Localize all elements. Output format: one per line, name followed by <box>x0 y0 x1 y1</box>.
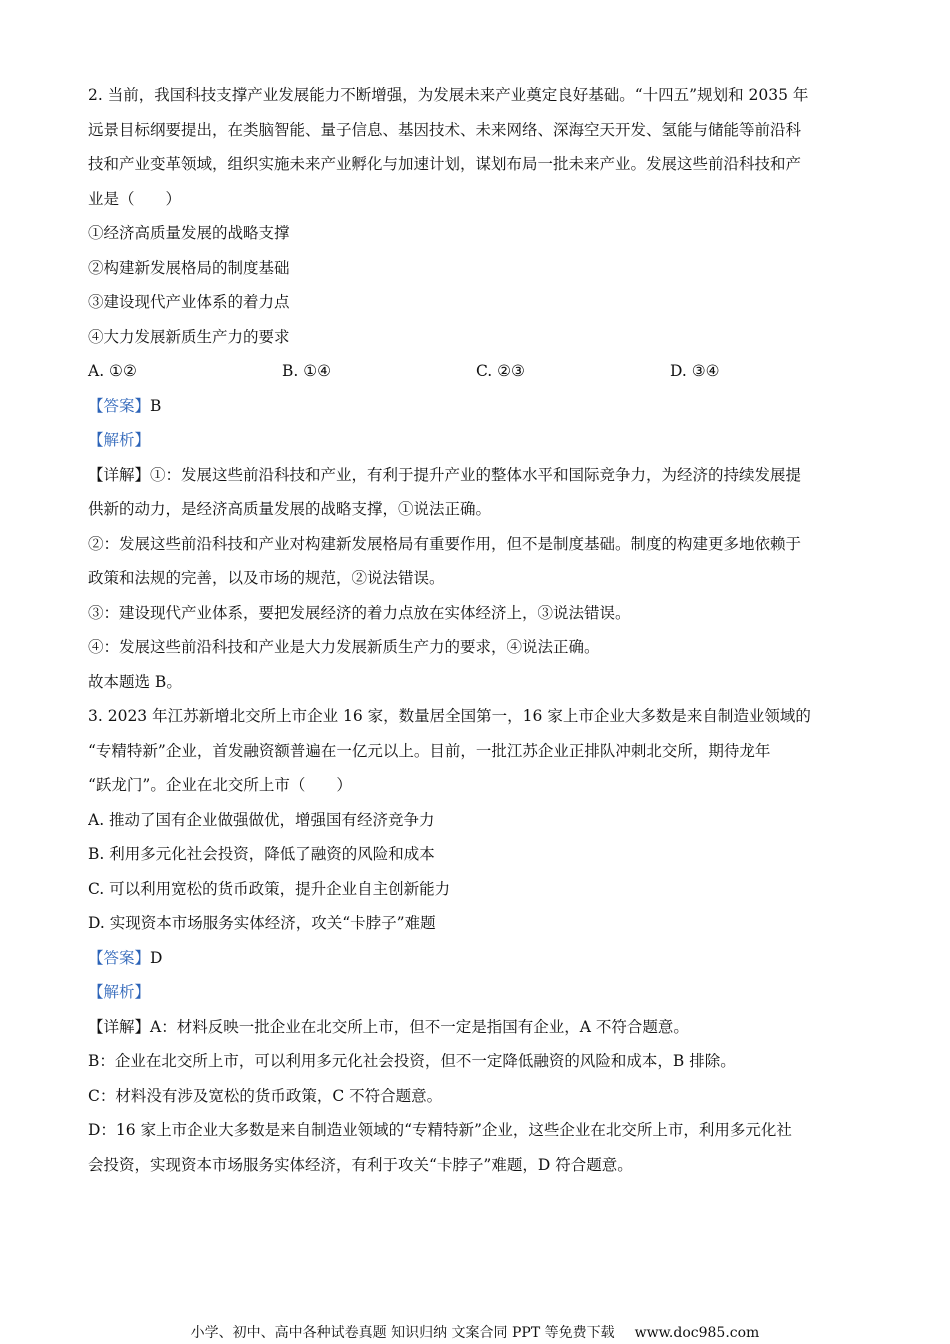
detail-text: 会投资，实现资本市场服务实体经济，有利于攻关“卡脖子”难题，D 符合题意。 <box>88 1155 633 1174</box>
option-b: B. 利用多元化社会投资，降低了融资的风险和成本 <box>88 845 435 863</box>
footer-text: 小学、初中、高中各种试卷真题 知识归纳 文案合同 PPT 等免费下载 <box>190 1325 615 1341</box>
option-d: D. 实现资本市场服务实体经济，攻关“卡脖子”难题 <box>88 914 436 932</box>
question-stem-line: “专精特新”企业，首发融资额普遍在一亿元以上。目前，一批江苏企业正排队冲刺北交所，期待龙年 <box>88 741 771 760</box>
detail-text: A：材料反映一批企业在北交所上市，但不一定是指国有企业，A 不符合题意。 <box>150 1017 689 1036</box>
option-d: D. ③④ <box>670 362 720 380</box>
document-page <box>88 78 868 1182</box>
answer-options <box>88 354 868 389</box>
detail-text: ③：建设现代产业体系，要把发展经济的着力点放在实体经济上，③说法错误。 <box>88 603 631 622</box>
detail-line <box>88 1010 868 1045</box>
analysis-line <box>88 975 868 1010</box>
option-c: C. ②③ <box>476 362 525 380</box>
answer-tag: 【答案】 <box>88 948 151 967</box>
answer-line <box>88 389 868 424</box>
analysis-line <box>88 423 868 458</box>
detail-text: ④：发展这些前沿科技和产业是大力发展新质生产力的要求，④说法正确。 <box>88 638 600 656</box>
detail-text: 供新的动力，是经济高质量发展的战略支撑，①说法正确。 <box>88 500 492 518</box>
option-a: A. 推动了国有企业做强做优，增强国有经济竞争力 <box>88 810 435 829</box>
conclusion-text: 故本题选 B。 <box>88 672 182 691</box>
detail-text: ①：发展这些前沿科技和产业，有利于提升产业的整体水平和国际竞争力，为经济的持续发展提 <box>150 465 802 484</box>
option-b: B. ①④ <box>282 362 332 380</box>
detail-text: 政策和法规的完善，以及市场的规范，②说法错误。 <box>88 569 445 587</box>
question-2 <box>88 78 868 699</box>
question-stem-line: 技和产业变革领域，组织实施未来产业孵化与加速计划，谋划布局一批未来产业。发展这些前沿科技和产 <box>88 155 802 173</box>
question-stem-line: 远景目标纲要提出，在类脑智能、量子信息、基因技术、未来网络、深海空天开发、氢能与储能等前沿科 <box>88 120 802 139</box>
answer-tag: 【答案】 <box>88 396 151 415</box>
question-3 <box>88 699 868 1182</box>
page-footer <box>0 1322 950 1342</box>
question-stem-line: 3. 2023 年江苏新增北交所上市企业 16 家，数量居全国第一，16 家上市企业大多数是来自制造业领域的 <box>88 707 811 725</box>
statement-4: ④大力发展新质生产力的要求 <box>88 327 290 346</box>
analysis-tag: 【解析】 <box>88 431 151 449</box>
detail-tag: 【详解】 <box>88 1017 151 1036</box>
detail-text: ②：发展这些前沿科技和产业对构建新发展格局有重要作用，但不是制度基础。制度的构建更多地依赖于 <box>88 534 802 553</box>
detail-text: D：16 家上市企业大多数是来自制造业领域的“专精特新”企业，这些企业在北交所上市，利用多元化社 <box>88 1121 792 1139</box>
answer-line <box>88 941 868 976</box>
detail-text: C：材料没有涉及宽松的货币政策，C 不符合题意。 <box>88 1086 443 1105</box>
analysis-tag: 【解析】 <box>88 983 151 1001</box>
statement-2: ②构建新发展格局的制度基础 <box>88 258 290 277</box>
statement-3: ③建设现代产业体系的着力点 <box>88 293 290 311</box>
question-stem-line: 业是（ ） <box>88 189 182 208</box>
footer-link[interactable]: www.doc985.com <box>634 1325 760 1341</box>
option-c: C. 可以利用宽松的货币政策，提升企业自主创新能力 <box>88 879 451 898</box>
question-stem-line: “跃龙门”。企业在北交所上市（ ） <box>88 776 352 794</box>
answer-value: B <box>150 396 162 415</box>
statement-1: ①经济高质量发展的战略支撑 <box>88 224 290 242</box>
detail-tag: 【详解】 <box>88 465 151 484</box>
detail-line <box>88 458 868 493</box>
option-a: A. ①② <box>88 362 137 380</box>
detail-text: B：企业在北交所上市，可以利用多元化社会投资，但不一定降低融资的风险和成本，B 排除。 <box>88 1052 736 1070</box>
answer-value: D <box>150 948 163 967</box>
question-stem-line: 2. 当前，我国科技支撑产业发展能力不断增强，为发展未来产业奠定良好基础。“十四五”规划和 2035 年 <box>88 86 809 104</box>
